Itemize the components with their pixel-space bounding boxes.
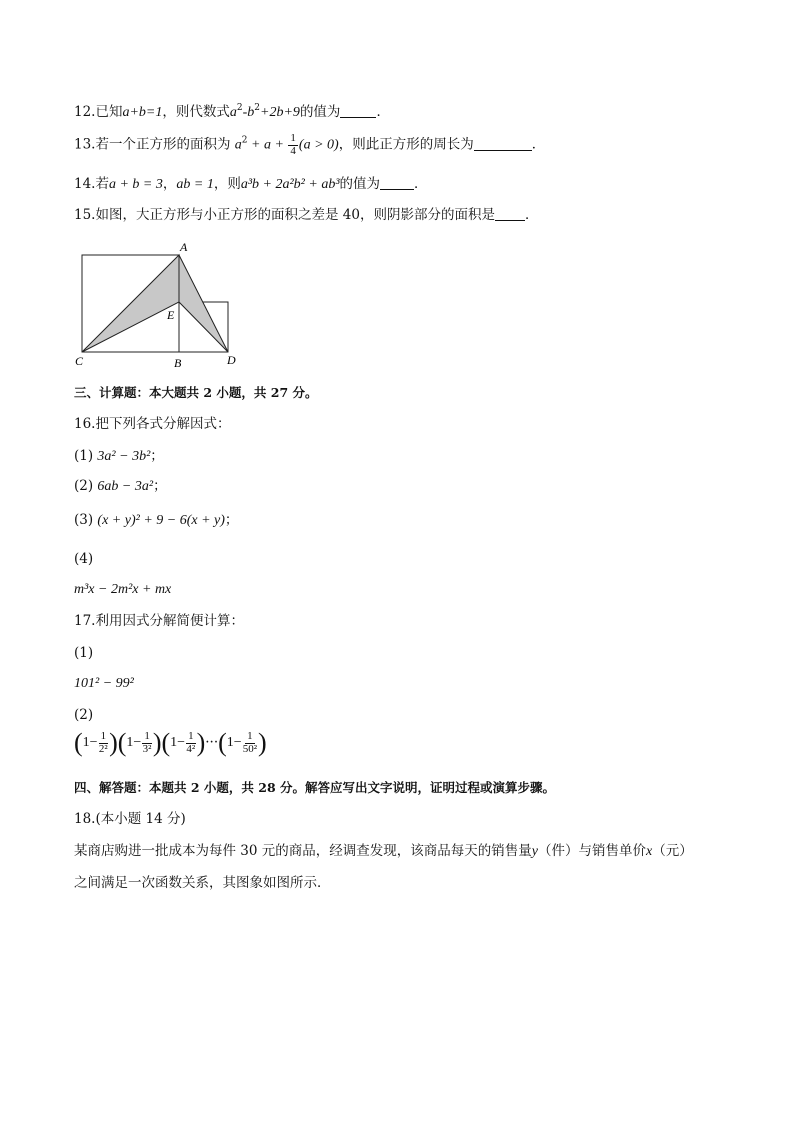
q18-body-line-1: 某商店购进一批成本为每件 30 元的商品，经调查发现，该商品每天的销售量y（件）与销售单价x（元） [74,843,693,859]
q18-score: (本小题 14 分) [95,811,186,827]
question-18-header [74,811,186,827]
q13-end: ． [531,136,546,153]
q14-post: 的值为 [339,176,381,192]
q13-fraction: $\frac{1}{4}$ [290,132,296,157]
product-factor-3: $\frac{1}{\text{4²}}$ [186,729,196,755]
q16-text: 把下列各式分解因式： [95,416,231,432]
q17-number: 17. [74,613,96,629]
q13-post: ，则此正方形的周长为 [338,136,474,153]
q13-expr-rest: + a + [247,137,288,153]
question-17 [74,613,244,629]
q16-p3-expr: (x + y)² + 9 − 6(x + y) [97,513,225,528]
q17-product-expr: (1− $\frac{1}{\text{2²}}$ )(1− $\frac{1}{\text{3²}}$ )(1− $\frac{1}{\text{4²}}$ )···(1− $\frac{1}{\text{50²}}$ ) [74,728,267,757]
q12-expr-a: a [229,105,237,120]
q15-number: 15. [74,207,96,223]
label-c: C [75,354,84,368]
q16-p1-expr: 3a² − 3b² [97,449,151,464]
q14-pre: 若 [95,176,109,192]
product-factor-2: $\frac{1}{\text{3²}}$ [142,729,152,755]
q12-end: ． [376,104,390,120]
q16-part-3: (3) (x + y)² + 9 − 6(x + y)； [74,512,239,528]
q15-end: ． [524,207,539,223]
q18-number: 18. [74,811,96,827]
q12-number: 12. [74,104,96,120]
q17-p1-expr: 101² − 99² [74,676,134,691]
label-e: E [167,308,175,322]
q12-expr-rest: +2b+9 [260,105,300,120]
question-13: 13.若一个正方形的面积为 $a^2 + a$ + $\frac{1}{4}$ (a > 0)，则此正方形的周长为 ． [74,132,546,157]
q14-number: 14. [74,176,96,192]
var-x: x [645,844,653,859]
q14-condition-1: a + b = 3 [108,177,163,192]
question-12: 12.已知a+b=1，则代数式$a^2-b^2+2b+9$的值为 ． [74,103,390,120]
q14-condition-2: ab = 1 [176,177,214,192]
label-a: A [180,240,188,254]
q17-part-1-label: (1) [74,645,94,661]
q16-p4-expr: m³x − 2m²x + mx [74,582,172,597]
q18-body-line-2: 之间满足一次函数关系，其图象如图所示． [74,875,331,891]
question-15 [74,207,538,223]
q17-text: 利用因式分解简便计算： [95,613,244,629]
q14-expression: a³b + 2a²b² + ab³ [240,177,340,192]
q12-pre: 已知 [95,104,123,120]
answer-blank [340,105,376,118]
q16-p2-expr: 6ab − 3a² [97,479,154,494]
q13-expr-a: a [234,137,242,153]
q12-post: 的值为 [299,104,341,120]
square-figure [70,237,250,372]
label-d: D [227,353,236,367]
product-factor-4: $\frac{1}{\text{50²}}$ [242,729,258,755]
answer-blank [495,208,525,221]
q13-number: 13. [74,136,96,153]
q14-end: ． [414,176,428,192]
label-b: B [174,356,182,370]
ellipsis: ··· [205,734,219,751]
shaded-triangle-ace [82,255,179,352]
answer-blank [380,177,414,190]
section-3-heading: 三、计算题：本大题共 2 小题，共 27 分。 [74,385,318,400]
q12-expr-b: -b [242,105,255,120]
section-4-heading: 四、解答题：本题共 2 小题，共 28 分。解答应写出文字说明，证明过程或演算步骤。 [74,780,556,795]
answer-blank [474,138,532,151]
question-14: 14.若a + b = 3，ab = 1，则a³b + 2a²b² + ab³的值为 ． [74,176,428,192]
q12-mid: ，则代数式 [162,104,230,120]
product-factor-1: $\frac{1}{\text{2²}}$ [98,729,108,755]
q16-part-4-label: (4) [74,551,94,567]
q12-condition: a+b=1 [122,105,163,120]
q16-part-2: (2) 6ab − 3a²； [74,478,167,494]
var-y: y [531,844,538,859]
q15-text: 如图，大正方形与小正方形的面积之差是 40，则阴影部分的面积是 [95,207,495,223]
q16-part-1: (1) 3a² − 3b²； [74,448,164,464]
shaded-triangle-aed [179,255,228,352]
q16-number: 16. [74,416,96,432]
q13-pre: 若一个正方形的面积为 [95,136,231,153]
q13-condition: (a > 0) [298,137,339,153]
question-16 [74,416,230,432]
q17-part-2-label: (2) [74,707,94,723]
